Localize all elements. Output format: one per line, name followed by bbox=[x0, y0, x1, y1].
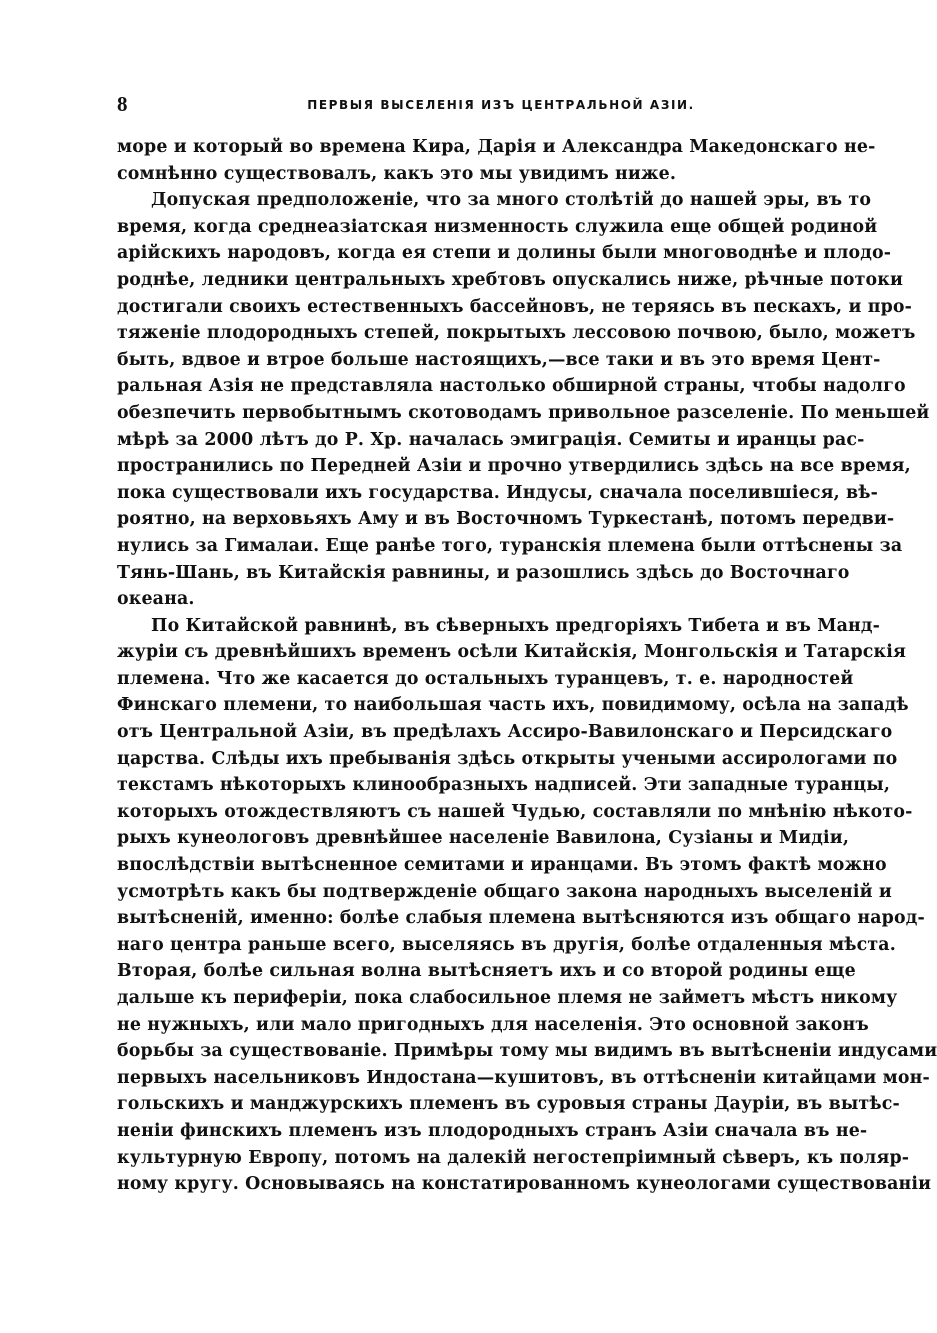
body-text bbox=[117, 134, 937, 1198]
text-line: наго центра раньше всего, выселяясь въ другія, болѣе отдаленныя мѣста. bbox=[117, 934, 896, 955]
text-line: впослѣдствіи вытѣсненное семитами и иранцами. Въ этомъ фактѣ можно bbox=[117, 855, 887, 876]
text-line: борьбы за существованіе. Примѣры тому мы видимъ въ вытѣсненіи индусами bbox=[117, 1041, 937, 1062]
running-title: ПЕРВЫЯ ВЫСЕЛЕНІЯ ИЗЪ ЦЕНТРАЛЬНОЙ АЗІИ. bbox=[307, 98, 695, 112]
paragraph bbox=[117, 134, 876, 187]
text-line: журіи съ древнѣйшихъ временъ осѣли Китайскія, Монгольскія и Татарскія bbox=[117, 642, 906, 663]
text-line: роднѣе, ледники центральныхъ хребтовъ опускались ниже, рѣчные потоки bbox=[117, 269, 904, 290]
text-line: тяженіе плодородныхъ степей, покрытыхъ лессовою почвою, было, можетъ bbox=[117, 323, 916, 344]
text-line: Допуская предположеніе, что за много столѣтій до нашей эры, въ то bbox=[151, 190, 872, 211]
text-line: пространились по Передней Азіи и прочно утвердились здѣсь на все время, bbox=[117, 456, 911, 477]
paragraph bbox=[117, 187, 930, 613]
text-line: отъ Центральной Азіи, въ предѣлахъ Ассиро-Вавилонскаго и Персидскаго bbox=[117, 722, 893, 743]
page-number: 8 bbox=[117, 92, 128, 116]
text-line: нулись за Гималаи. Еще ранѣе того, туранскія племена были оттѣснены за bbox=[117, 535, 903, 556]
text-line: достигали своихъ естественныхъ бассейновъ, не теряясь въ пескахъ, и про- bbox=[117, 296, 913, 317]
text-line: Вторая, болѣе сильная волна вытѣсняетъ ихъ и со второй родины еще bbox=[117, 961, 856, 982]
text-line: океана. bbox=[117, 589, 195, 610]
text-line: вытѣсненій, именно: болѣе слабыя племена вытѣсняются изъ общаго народ- bbox=[117, 908, 925, 929]
paragraph bbox=[117, 613, 937, 1198]
text-line: текстамъ нѣкоторыхъ клинообразныхъ надписей. Эти западные туранцы, bbox=[117, 775, 891, 796]
text-line: Финскаго племени, то наибольшая часть ихъ, повидимому, осѣла на западѣ bbox=[117, 695, 909, 716]
text-line: царства. Слѣды ихъ пребыванія здѣсь открыты учеными ассирологами по bbox=[117, 748, 898, 769]
text-line: первыхъ насельниковъ Индостана—кушитовъ, въ оттѣсненіи китайцами мон- bbox=[117, 1067, 930, 1088]
text-line: арійскихъ народовъ, когда ея степи и долины были многоводнѣе и плодо- bbox=[117, 243, 892, 264]
text-line: роятно, на верховьяхъ Аму и въ Восточномъ Туркестанѣ, потомъ передви- bbox=[117, 509, 895, 530]
text-line: пока существовали ихъ государства. Индусы, сначала поселившіеся, вѣ- bbox=[117, 482, 878, 503]
text-line: неніи финскихъ племенъ изъ плодородныхъ странъ Азіи сначала въ не- bbox=[117, 1120, 868, 1141]
text-line: гольскихъ и манджурскихъ племенъ въ суровыя страны Дауріи, въ вытѣс- bbox=[117, 1094, 900, 1115]
text-line: Тянь-Шань, въ Китайскія равнины, и разошлись здѣсь до Восточнаго bbox=[117, 562, 850, 583]
page-header bbox=[117, 92, 829, 116]
text-line: которыхъ отождествляютъ съ нашей Чудью, составляли по мнѣнію нѣкото- bbox=[117, 801, 913, 822]
text-line: быть, вдвое и втрое больше настоящихъ,—все таки и въ это время Цент- bbox=[117, 349, 881, 370]
text-line: рыхъ кунеологовъ древнѣйшее населеніе Вавилона, Сузіаны и Мидіи, bbox=[117, 828, 850, 849]
text-line: море и который во времена Кира, Дарія и Александра Македонскаго не- bbox=[117, 137, 876, 157]
text-line: обезпечить первобытнымъ скотоводамъ привольное разселеніе. По меньшей bbox=[117, 402, 930, 423]
text-line: не нужныхъ, или мало пригодныхъ для населенія. Это основной законъ bbox=[117, 1014, 869, 1035]
text-line: ному кругу. Основываясь на констатированномъ кунеологами существованіи bbox=[117, 1174, 932, 1195]
text-line: мѣрѣ за 2000 лѣтъ до Р. Хр. началась эмиграція. Семиты и иранцы рас- bbox=[117, 429, 865, 450]
text-line: время, когда среднеазіатская низменность служила еще общей родиной bbox=[117, 216, 878, 237]
text-line: ральная Азія не представляла настолько обширной страны, чтобы надолго bbox=[117, 376, 906, 397]
text-line: племена. Что же касается до остальныхъ туранцевъ, т. е. народностей bbox=[117, 668, 854, 689]
text-line: сомнѣнно существовалъ, какъ это мы увидимъ ниже. bbox=[117, 163, 677, 184]
text-line: культурную Европу, потомъ на далекій негостепріимный сѣверъ, къ поляр- bbox=[117, 1147, 910, 1168]
text-line: усмотрѣть какъ бы подтвержденіе общаго закона народныхъ выселеній и bbox=[117, 881, 892, 902]
text-line: дальше къ периферіи, пока слабосильное племя не займетъ мѣстъ никому bbox=[117, 988, 898, 1008]
text-line: По Китайской равнинѣ, въ сѣверныхъ предгоріяхъ Тибета и въ Манд- bbox=[151, 615, 881, 636]
